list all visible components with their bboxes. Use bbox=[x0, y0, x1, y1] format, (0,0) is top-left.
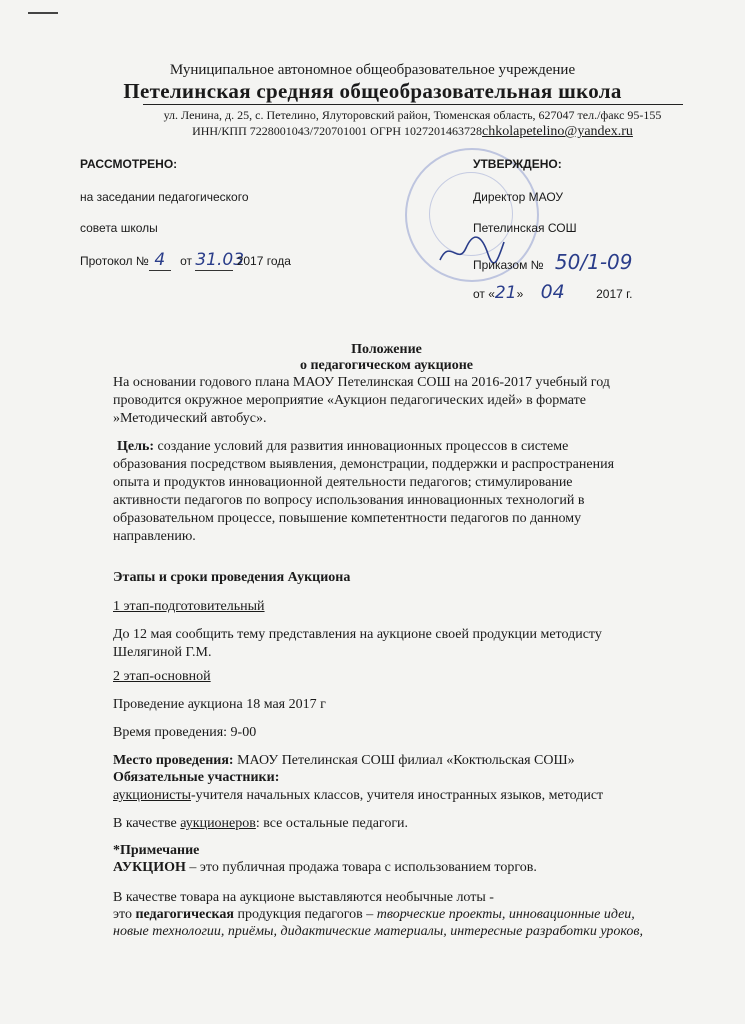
goal-line: активности педагогов по вопросу использования инновационных технологий в bbox=[113, 493, 585, 508]
buyers-text: : все остальные педагоги. bbox=[255, 816, 409, 831]
goal-line: создание условий для развития инновационных процессов в системе bbox=[154, 439, 569, 454]
approved-line2: Петелинская СОШ bbox=[473, 221, 577, 235]
order-year: 2017 г. bbox=[596, 287, 633, 301]
header-school-name: Петелинская средняя общеобразовательная школа bbox=[123, 79, 622, 103]
lots-plain: продукция педагогов – bbox=[234, 907, 377, 922]
considered-protocol bbox=[80, 250, 291, 271]
intro-line: проводится окружное мероприятие «Аукцион педагогических идей» в формате bbox=[113, 393, 586, 408]
header-ids-text: ИНН/КПП 7228001043/720701001 ОГРН 1027201463728 bbox=[192, 124, 483, 138]
participants-auctioneers bbox=[113, 788, 603, 804]
header-divider bbox=[143, 104, 683, 105]
header-org-name: Муниципальное автономное общеобразовательное учреждение bbox=[169, 62, 576, 78]
lots-bold: педагогическая bbox=[135, 907, 234, 922]
auctioneers-word: аукционисты bbox=[113, 788, 192, 803]
goal-line: образования посредством выявления, демонстрации, поддержки и распространения bbox=[113, 457, 615, 472]
lots-prefix: это bbox=[113, 907, 136, 922]
approved-date bbox=[473, 281, 632, 303]
stage2-title: 2 этап-основной bbox=[113, 669, 211, 684]
stages-heading: Этапы и сроки проведения Аукциона bbox=[113, 570, 351, 585]
considered-line1: на заседании педагогического bbox=[80, 190, 249, 204]
considered-title: РАССМОТРЕНО: bbox=[80, 157, 178, 171]
stage1-line: До 12 мая сообщить тему представления на аукционе своей продукции методисту bbox=[113, 627, 602, 642]
protocol-label: Протокол № bbox=[80, 254, 149, 268]
buyers-line bbox=[113, 816, 408, 832]
protocol-from-label: от bbox=[180, 254, 192, 268]
approved-order bbox=[473, 250, 632, 274]
order-from-label: от « bbox=[473, 287, 495, 301]
lots-line3 bbox=[113, 924, 643, 940]
doc-subtitle: о педагогическом аукционе bbox=[299, 358, 474, 373]
considered-line2: совета школы bbox=[80, 221, 158, 235]
intro-paragraph bbox=[113, 374, 673, 428]
approved-title: УТВЕРЖДЕНО: bbox=[473, 157, 562, 171]
buyers-prefix: В качестве bbox=[113, 816, 181, 831]
definition-text: – это публичная продажа товара с использованием торгов. bbox=[185, 860, 537, 875]
lots-line1: В качестве товара на аукционе выставляются необычные лоты - bbox=[113, 890, 494, 905]
intro-line: »Методический автобус». bbox=[113, 411, 267, 426]
lots-italic-continued: новые технологии, приёмы, дидактические материалы, интересные разработки уроков, bbox=[113, 924, 643, 939]
definition-word: АУКЦИОН bbox=[113, 860, 186, 875]
header-address: ул. Ленина, д. 25, с. Петелино, Ялуторовский район, Тюменская область, 627047 тел./факс 95-155 bbox=[163, 108, 662, 122]
participants-label: Обязательные участники: bbox=[113, 770, 280, 785]
stage2-date: Проведение аукциона 18 мая 2017 г bbox=[113, 697, 326, 712]
stage1-line: Шелягиной Г.М. bbox=[113, 645, 212, 660]
goal-line: образовательном процессе, повышение компетентности педагогов по данному bbox=[113, 511, 582, 526]
protocol-number: 4 bbox=[149, 250, 171, 271]
note-label: *Примечание bbox=[113, 843, 200, 858]
lots-italic: творческие проекты, инновационные идеи, bbox=[376, 907, 635, 922]
auction-definition bbox=[113, 860, 537, 876]
order-number: 50/1-09 bbox=[554, 250, 633, 274]
order-label: Приказом № bbox=[473, 258, 544, 272]
scan-mark bbox=[28, 12, 58, 14]
stage1-heading bbox=[113, 599, 265, 615]
header-ids bbox=[0, 124, 745, 140]
protocol-date: 31.03 bbox=[195, 250, 245, 270]
order-quote-close: » bbox=[516, 287, 524, 301]
goal-label: Цель: bbox=[117, 439, 155, 454]
goal-paragraph bbox=[113, 438, 703, 546]
doc-title: Положение bbox=[351, 342, 422, 357]
lots-line2 bbox=[113, 907, 635, 923]
stage2-heading bbox=[113, 669, 211, 685]
buyers-word: аукционеров bbox=[180, 816, 256, 831]
event-place bbox=[113, 753, 575, 769]
approved-line1: Директор МАОУ bbox=[473, 190, 564, 204]
auctioneers-text: -учителя начальных классов, учителя иностранных языков, методист bbox=[191, 788, 604, 803]
order-day: 21 bbox=[494, 283, 517, 303]
goal-line: опыта и продуктов инновационной деятельности педагогов; стимулирование bbox=[113, 475, 573, 490]
place-text: МАОУ Петелинская СОШ филиал «Коктюльская СОШ» bbox=[233, 753, 575, 768]
stage1-text bbox=[113, 626, 673, 662]
goal-line: направлению. bbox=[113, 529, 196, 544]
intro-line: На основании годового плана МАОУ Петелинская СОШ на 2016-2017 учебный год bbox=[113, 375, 610, 390]
place-label: Место проведения: bbox=[113, 753, 234, 768]
protocol-year: 2017 года bbox=[236, 254, 291, 268]
stage1-title: 1 этап-подготовительный bbox=[113, 599, 265, 614]
header-email-link[interactable]: chkolapetelino@yandex.ru bbox=[482, 124, 633, 139]
order-month: 04 bbox=[540, 281, 565, 303]
event-time: Время проведения: 9-00 bbox=[113, 725, 257, 740]
